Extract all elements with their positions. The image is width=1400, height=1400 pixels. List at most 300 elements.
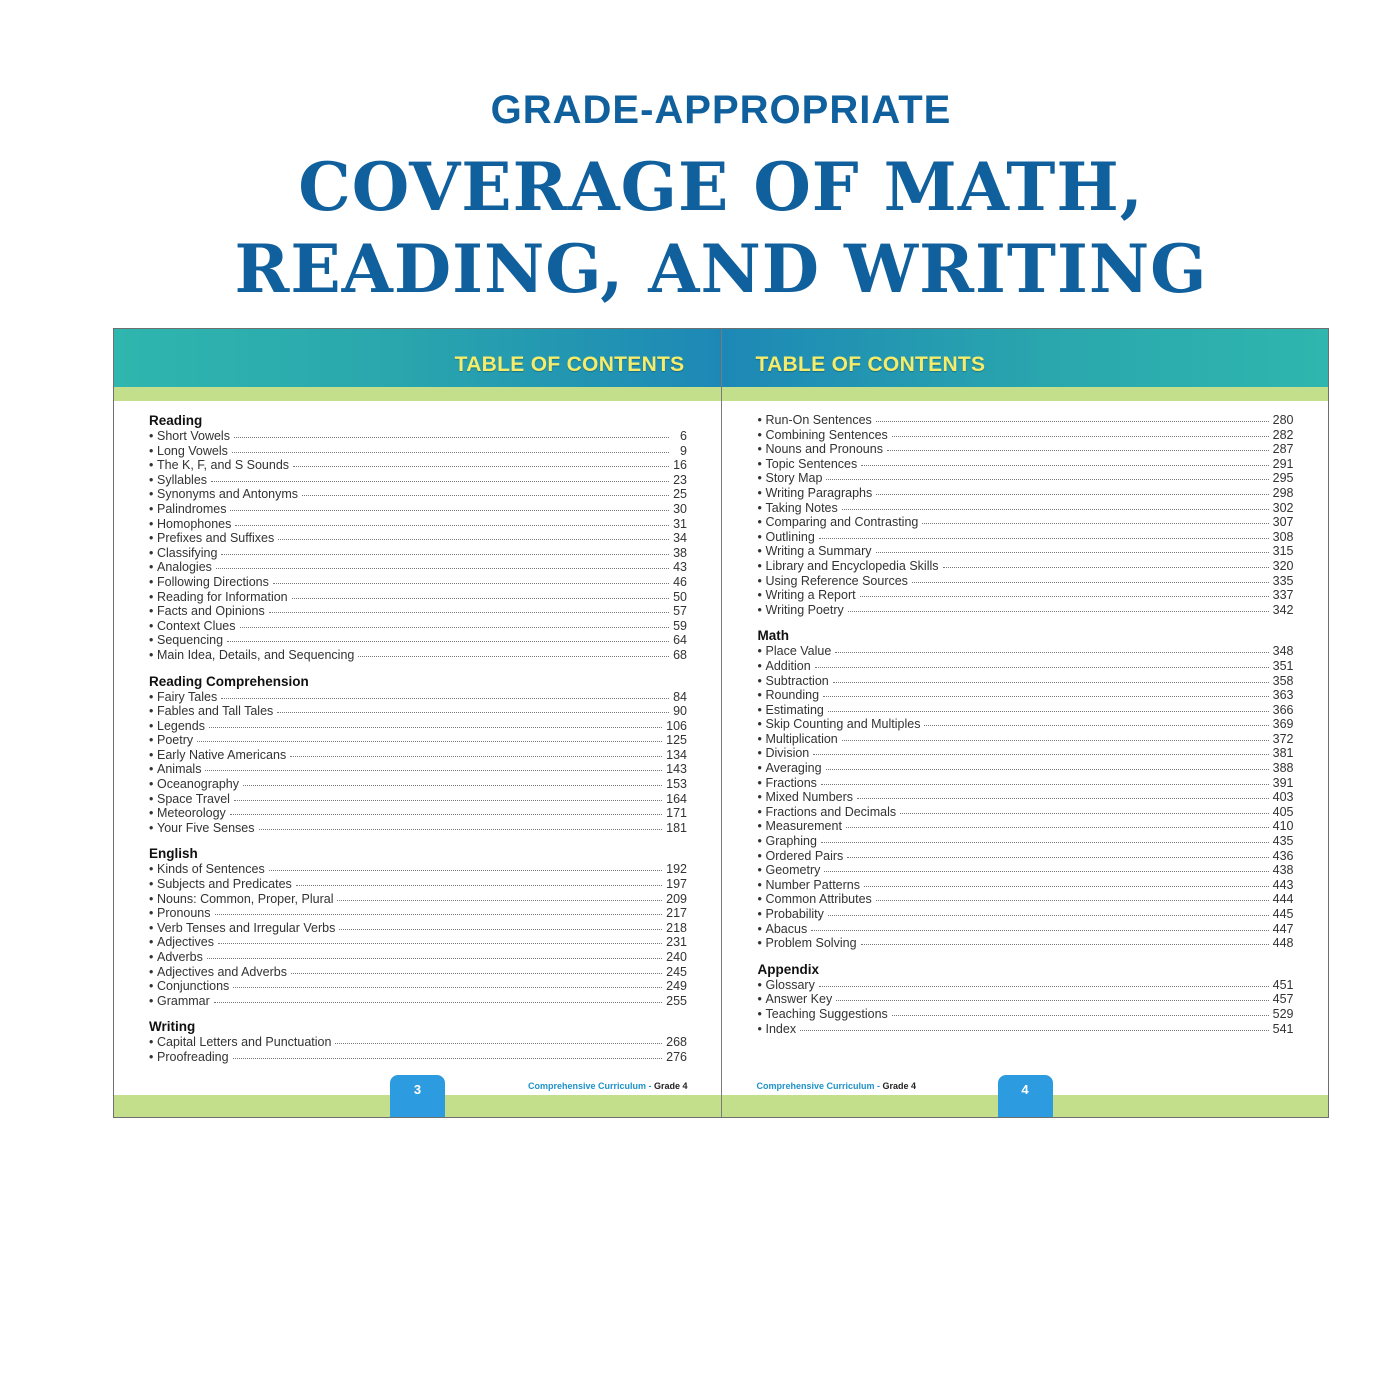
- bullet-icon: •: [757, 863, 762, 878]
- dot-leader: [860, 586, 1269, 597]
- footer-series: Comprehensive Curriculum: [756, 1081, 875, 1091]
- dot-leader: [296, 875, 662, 886]
- entry-page-number: 280: [1272, 413, 1294, 427]
- entry-page-number: 38: [673, 545, 687, 560]
- entry-title: Fables and Tall Tales: [157, 704, 274, 719]
- dot-leader: [302, 485, 669, 496]
- dot-leader: [221, 688, 669, 699]
- entry-title: Following Directions: [157, 574, 269, 589]
- entry-title: Geometry: [765, 863, 821, 878]
- page-number-tab: 4: [998, 1075, 1053, 1117]
- bullet-icon: •: [757, 848, 762, 863]
- entry-title: Proofreading: [157, 1049, 229, 1064]
- dot-leader: [293, 456, 669, 467]
- bullet-icon: •: [149, 964, 154, 979]
- entry-title: Prefixes and Suffixes: [157, 531, 275, 546]
- entry-page-number: 363: [1272, 688, 1294, 703]
- bullet-icon: •: [149, 560, 154, 575]
- toc-entry: [149, 994, 687, 1009]
- dot-leader: [292, 588, 669, 599]
- dot-leader: [197, 731, 662, 742]
- bullet-icon: •: [757, 702, 762, 717]
- entry-title: Adjectives: [157, 935, 214, 950]
- entry-page-number: 9: [680, 443, 687, 458]
- bullet-icon: •: [757, 544, 762, 559]
- entry-title: Library and Encyclopedia Skills: [765, 558, 939, 573]
- entry-title: Subtraction: [765, 673, 829, 688]
- dot-leader: [221, 544, 669, 555]
- entry-title: Writing a Summary: [765, 544, 872, 559]
- entry-title: Kinds of Sentences: [157, 862, 265, 877]
- entry-title: Index: [765, 1021, 797, 1036]
- bullet-icon: •: [757, 558, 762, 573]
- bullet-icon: •: [149, 647, 154, 662]
- dot-leader: [230, 500, 669, 511]
- bullet-icon: •: [757, 819, 762, 834]
- header-stripe: [114, 387, 721, 401]
- dot-leader: [337, 890, 662, 901]
- entry-page-number: 16: [673, 458, 687, 473]
- bullet-icon: •: [757, 573, 762, 588]
- toc-section: [758, 413, 1294, 617]
- dot-leader: [848, 601, 1269, 612]
- entry-title: Glossary: [765, 977, 815, 992]
- headline-line-1: COVERAGE OF MATH,: [298, 148, 1144, 226]
- dot-leader: [235, 515, 669, 526]
- entry-page-number: 84: [673, 689, 687, 704]
- entry-title: Capital Letters and Punctuation: [157, 1035, 332, 1050]
- entry-title: Writing Poetry: [765, 602, 844, 617]
- entry-title: Writing Paragraphs: [765, 485, 873, 500]
- bullet-icon: •: [149, 429, 154, 443]
- entry-title: Long Vowels: [157, 443, 228, 458]
- entry-title: Probability: [765, 907, 824, 921]
- bullet-icon: •: [757, 790, 762, 805]
- dot-leader: [846, 817, 1269, 828]
- entry-page-number: 337: [1272, 588, 1294, 603]
- dot-leader: [876, 542, 1269, 553]
- footer-grade: Grade 4: [654, 1081, 688, 1091]
- bullet-icon: •: [149, 806, 154, 821]
- bullet-icon: •: [757, 485, 762, 500]
- bullet-icon: •: [149, 689, 154, 704]
- entry-title: Your Five Senses: [157, 820, 255, 835]
- dot-leader: [826, 759, 1269, 770]
- dot-leader: [842, 499, 1269, 510]
- bullet-icon: •: [149, 487, 154, 502]
- entry-title: Early Native Americans: [157, 747, 287, 762]
- toc-list: [149, 413, 687, 1076]
- bullet-icon: •: [757, 588, 762, 603]
- entry-title: Main Idea, Details, and Sequencing: [157, 647, 355, 662]
- entry-page-number: 43: [673, 560, 687, 575]
- entry-title: Graphing: [765, 834, 817, 849]
- entry-page-number: 372: [1272, 731, 1294, 746]
- entry-title: Teaching Suggestions: [765, 1006, 888, 1021]
- entry-page-number: 50: [673, 589, 687, 604]
- entry-title: Poetry: [157, 733, 194, 748]
- entry-title: Synonyms and Antonyms: [157, 487, 299, 502]
- entry-page-number: 181: [666, 820, 687, 835]
- entry-title: Analogies: [157, 560, 212, 575]
- entry-page-number: 25: [673, 487, 687, 502]
- dot-leader: [836, 990, 1268, 1001]
- dot-leader: [227, 631, 669, 642]
- toc-entry: [758, 936, 1294, 951]
- toc-entry: [758, 1022, 1294, 1037]
- bullet-icon: •: [757, 658, 762, 673]
- dot-leader: [278, 529, 669, 540]
- entry-page-number: 351: [1272, 658, 1294, 673]
- page-number-tab: 3: [390, 1075, 445, 1117]
- entry-page-number: 388: [1272, 761, 1294, 776]
- entry-page-number: 217: [666, 906, 687, 921]
- dot-leader: [892, 426, 1269, 437]
- book-spread: [113, 328, 1329, 1118]
- entry-page-number: 529: [1272, 1006, 1294, 1021]
- headline: [0, 146, 1400, 310]
- bullet-icon: •: [149, 877, 154, 892]
- bullet-icon: •: [757, 602, 762, 617]
- toc-entry: [758, 603, 1294, 618]
- entry-title: Short Vowels: [157, 429, 230, 443]
- dot-leader: [922, 513, 1268, 524]
- entry-title: Measurement: [765, 819, 842, 834]
- bullet-icon: •: [757, 775, 762, 790]
- section-heading: Math: [757, 628, 789, 644]
- bullet-icon: •: [149, 718, 154, 733]
- toc-title: TABLE OF CONTENTS: [755, 353, 986, 376]
- bullet-icon: •: [149, 1049, 154, 1064]
- entry-page-number: 255: [666, 993, 687, 1008]
- bullet-icon: •: [757, 746, 762, 761]
- entry-title: Topic Sentences: [765, 456, 858, 471]
- bullet-icon: •: [757, 892, 762, 907]
- entry-page-number: 405: [1272, 804, 1294, 819]
- bullet-icon: •: [149, 993, 154, 1008]
- entry-title: Animals: [157, 762, 202, 777]
- toc-entry: [149, 1050, 687, 1065]
- entry-page-number: 90: [673, 704, 687, 719]
- bullet-icon: •: [757, 761, 762, 776]
- dot-leader: [234, 427, 669, 438]
- dot-leader: [214, 992, 662, 1003]
- bullet-icon: •: [149, 589, 154, 604]
- bullet-icon: •: [757, 471, 762, 486]
- toc-section: [758, 628, 1294, 950]
- entry-title: Mixed Numbers: [765, 790, 854, 805]
- bullet-icon: •: [757, 500, 762, 515]
- bullet-icon: •: [757, 717, 762, 732]
- entry-title: Number Patterns: [765, 877, 860, 892]
- dot-leader: [209, 717, 662, 728]
- entry-page-number: 276: [666, 1049, 687, 1064]
- bullet-icon: •: [149, 458, 154, 473]
- dot-leader: [861, 455, 1268, 466]
- entry-page-number: 287: [1272, 442, 1294, 457]
- entry-title: Skip Counting and Multiples: [765, 717, 921, 732]
- entry-page-number: 308: [1272, 529, 1294, 544]
- dot-leader: [943, 557, 1269, 568]
- toc-title: TABLE OF CONTENTS: [454, 353, 685, 376]
- dot-leader: [819, 528, 1269, 539]
- entry-page-number: 447: [1272, 921, 1294, 936]
- bullet-icon: •: [149, 762, 154, 777]
- entry-title: Taking Notes: [765, 500, 838, 515]
- entry-title: Reading for Information: [157, 589, 288, 604]
- bullet-icon: •: [149, 443, 154, 458]
- dot-leader: [233, 977, 662, 988]
- footer-series: Comprehensive Curriculum: [528, 1081, 647, 1091]
- dot-leader: [876, 890, 1269, 901]
- entry-page-number: 192: [666, 862, 687, 877]
- bullet-icon: •: [757, 529, 762, 544]
- dot-leader: [335, 1033, 662, 1044]
- section-heading: English: [149, 846, 198, 862]
- entry-page-number: 23: [673, 472, 687, 487]
- dot-leader: [259, 819, 663, 830]
- entry-page-number: 125: [666, 733, 687, 748]
- entry-page-number: 366: [1272, 702, 1294, 717]
- dot-leader: [339, 919, 662, 930]
- entry-title: Syllables: [157, 472, 208, 487]
- bullet-icon: •: [757, 992, 762, 1007]
- entry-title: Writing a Report: [765, 588, 856, 603]
- bullet-icon: •: [149, 545, 154, 560]
- entry-title: Run-On Sentences: [765, 413, 872, 427]
- entry-page-number: 68: [673, 647, 687, 662]
- dot-leader: [815, 657, 1269, 668]
- section-heading: Writing: [149, 1019, 196, 1035]
- entry-page-number: 302: [1272, 500, 1294, 515]
- bullet-icon: •: [149, 935, 154, 950]
- entry-page-number: 541: [1272, 1021, 1294, 1036]
- entry-title: Adjectives and Adverbs: [157, 964, 287, 979]
- entry-title: Oceanography: [157, 777, 240, 792]
- entry-page-number: 46: [673, 574, 687, 589]
- entry-page-number: 57: [673, 604, 687, 619]
- bullet-icon: •: [149, 777, 154, 792]
- bullet-icon: •: [757, 1021, 762, 1036]
- entry-page-number: 245: [666, 964, 687, 979]
- entry-page-number: 457: [1272, 992, 1294, 1007]
- entry-page-number: 369: [1272, 717, 1294, 732]
- entry-page-number: 143: [666, 762, 687, 777]
- dot-leader: [847, 847, 1268, 858]
- entry-title: Fairy Tales: [157, 689, 218, 704]
- entry-title: Pronouns: [157, 906, 211, 921]
- entry-title: Context Clues: [157, 618, 236, 633]
- toc-entry: [149, 821, 687, 836]
- entry-title: Outlining: [765, 529, 815, 544]
- dot-leader: [269, 860, 662, 871]
- entry-page-number: 410: [1272, 819, 1294, 834]
- bullet-icon: •: [149, 618, 154, 633]
- entry-title: Place Value: [765, 644, 832, 659]
- bullet-icon: •: [757, 804, 762, 819]
- bullet-icon: •: [149, 1035, 154, 1050]
- entry-page-number: 448: [1272, 936, 1294, 951]
- bullet-icon: •: [757, 834, 762, 849]
- entry-page-number: 34: [673, 531, 687, 546]
- entry-page-number: 291: [1272, 456, 1294, 471]
- entry-title: Adverbs: [157, 950, 203, 964]
- dot-leader: [887, 440, 1269, 451]
- dot-leader: [819, 976, 1269, 987]
- dot-leader: [823, 686, 1269, 697]
- dot-leader: [205, 760, 662, 771]
- entry-page-number: 153: [666, 777, 687, 792]
- bullet-icon: •: [757, 456, 762, 471]
- right-page: [722, 329, 1329, 1117]
- entry-title: The K, F, and S Sounds: [157, 458, 290, 473]
- entry-page-number: 438: [1272, 863, 1294, 878]
- dot-leader: [234, 790, 662, 801]
- bullet-icon: •: [149, 501, 154, 516]
- dot-leader: [811, 920, 1268, 931]
- dot-leader: [273, 573, 669, 584]
- entry-title: Subjects and Predicates: [157, 877, 292, 892]
- entry-page-number: 335: [1272, 573, 1294, 588]
- entry-page-number: 282: [1272, 427, 1294, 442]
- entry-title: Legends: [157, 718, 205, 733]
- toc-entry: [149, 648, 687, 663]
- bullet-icon: •: [757, 1006, 762, 1021]
- dot-leader: [912, 572, 1269, 583]
- entry-page-number: 295: [1272, 471, 1294, 486]
- entry-page-number: 391: [1272, 775, 1294, 790]
- entry-page-number: 164: [666, 791, 687, 806]
- entry-title: Averaging: [765, 761, 822, 776]
- dot-leader: [216, 558, 669, 569]
- dot-leader: [230, 804, 662, 815]
- entry-title: Division: [765, 746, 810, 761]
- bullet-icon: •: [757, 515, 762, 530]
- entry-title: Homophones: [157, 516, 232, 531]
- entry-title: Meteorology: [157, 806, 226, 821]
- entry-title: Grammar: [157, 993, 210, 1008]
- dot-leader: [892, 1005, 1269, 1016]
- kicker-heading: GRADE-APPROPRIATE: [490, 88, 952, 132]
- bullet-icon: •: [149, 862, 154, 877]
- entry-page-number: 59: [673, 618, 687, 633]
- dot-leader: [828, 905, 1269, 916]
- dot-leader: [291, 963, 662, 974]
- dot-leader: [232, 442, 669, 453]
- bullet-icon: •: [149, 791, 154, 806]
- footer-grade: Grade 4: [882, 1081, 917, 1091]
- entry-page-number: 240: [666, 950, 687, 964]
- dot-leader: [857, 788, 1269, 799]
- dot-leader: [828, 701, 1269, 712]
- section-heading: Reading Comprehension: [149, 673, 309, 689]
- dot-leader: [842, 730, 1269, 741]
- bullet-icon: •: [757, 644, 762, 659]
- entry-page-number: 249: [666, 979, 687, 994]
- entry-page-number: 348: [1272, 644, 1294, 659]
- toc-section: [758, 962, 1294, 1036]
- entry-page-number: 451: [1272, 977, 1294, 992]
- bullet-icon: •: [149, 604, 154, 619]
- dot-leader: [800, 1020, 1269, 1031]
- bullet-icon: •: [757, 688, 762, 703]
- entry-title: Abacus: [765, 921, 808, 936]
- entry-title: Answer Key: [765, 992, 833, 1007]
- entry-page-number: 6: [680, 429, 687, 443]
- section-heading: Appendix: [757, 961, 820, 977]
- bullet-icon: •: [149, 891, 154, 906]
- dot-leader: [821, 774, 1269, 785]
- entry-title: Comparing and Contrasting: [765, 515, 919, 530]
- entry-page-number: 231: [666, 935, 687, 950]
- bullet-icon: •: [757, 427, 762, 442]
- entry-page-number: 171: [666, 806, 687, 821]
- entry-title: Multiplication: [765, 731, 838, 746]
- entry-title: Classifying: [157, 545, 218, 560]
- toc-section: [149, 846, 687, 1008]
- dot-leader: [876, 411, 1269, 422]
- dot-leader: [240, 617, 669, 628]
- bullet-icon: •: [149, 472, 154, 487]
- entry-title: Verb Tenses and Irregular Verbs: [157, 920, 336, 935]
- bullet-icon: •: [757, 936, 762, 951]
- bullet-icon: •: [149, 633, 154, 648]
- bullet-icon: •: [149, 574, 154, 589]
- bullet-icon: •: [757, 877, 762, 892]
- entry-title: Fractions: [765, 775, 817, 790]
- entry-page-number: 444: [1272, 892, 1294, 907]
- bullet-icon: •: [149, 979, 154, 994]
- bullet-icon: •: [149, 906, 154, 921]
- dot-leader: [924, 715, 1268, 726]
- dot-leader: [864, 876, 1269, 887]
- entry-page-number: 445: [1272, 907, 1294, 921]
- entry-title: Fractions and Decimals: [765, 804, 897, 819]
- entry-page-number: 436: [1272, 848, 1294, 863]
- entry-title: Space Travel: [157, 791, 230, 806]
- left-page: [114, 329, 722, 1117]
- bullet-icon: •: [149, 920, 154, 935]
- footer-separator: -: [646, 1081, 655, 1091]
- dot-leader: [290, 746, 662, 757]
- entry-page-number: 307: [1272, 515, 1294, 530]
- entry-page-number: 358: [1272, 673, 1294, 688]
- dot-leader: [211, 471, 669, 482]
- dot-leader: [233, 1048, 663, 1059]
- dot-leader: [269, 602, 669, 613]
- bullet-icon: •: [149, 747, 154, 762]
- toc-section: [149, 674, 687, 836]
- dot-leader: [876, 484, 1268, 495]
- entry-title: Palindromes: [157, 501, 227, 516]
- entry-page-number: 298: [1272, 485, 1294, 500]
- entry-page-number: 64: [673, 633, 687, 648]
- entry-page-number: 320: [1272, 558, 1294, 573]
- dot-leader: [207, 948, 662, 959]
- entry-title: Nouns: Common, Proper, Plural: [157, 891, 334, 906]
- dot-leader: [900, 803, 1269, 814]
- entry-page-number: 218: [666, 920, 687, 935]
- bullet-icon: •: [757, 731, 762, 746]
- entry-title: Sequencing: [157, 633, 224, 648]
- entry-page-number: 315: [1272, 544, 1294, 559]
- dot-leader: [358, 646, 669, 657]
- entry-page-number: 209: [666, 891, 687, 906]
- dot-leader: [833, 672, 1269, 683]
- bullet-icon: •: [149, 820, 154, 835]
- toc-list: [758, 413, 1294, 1047]
- entry-title: Estimating: [765, 702, 824, 717]
